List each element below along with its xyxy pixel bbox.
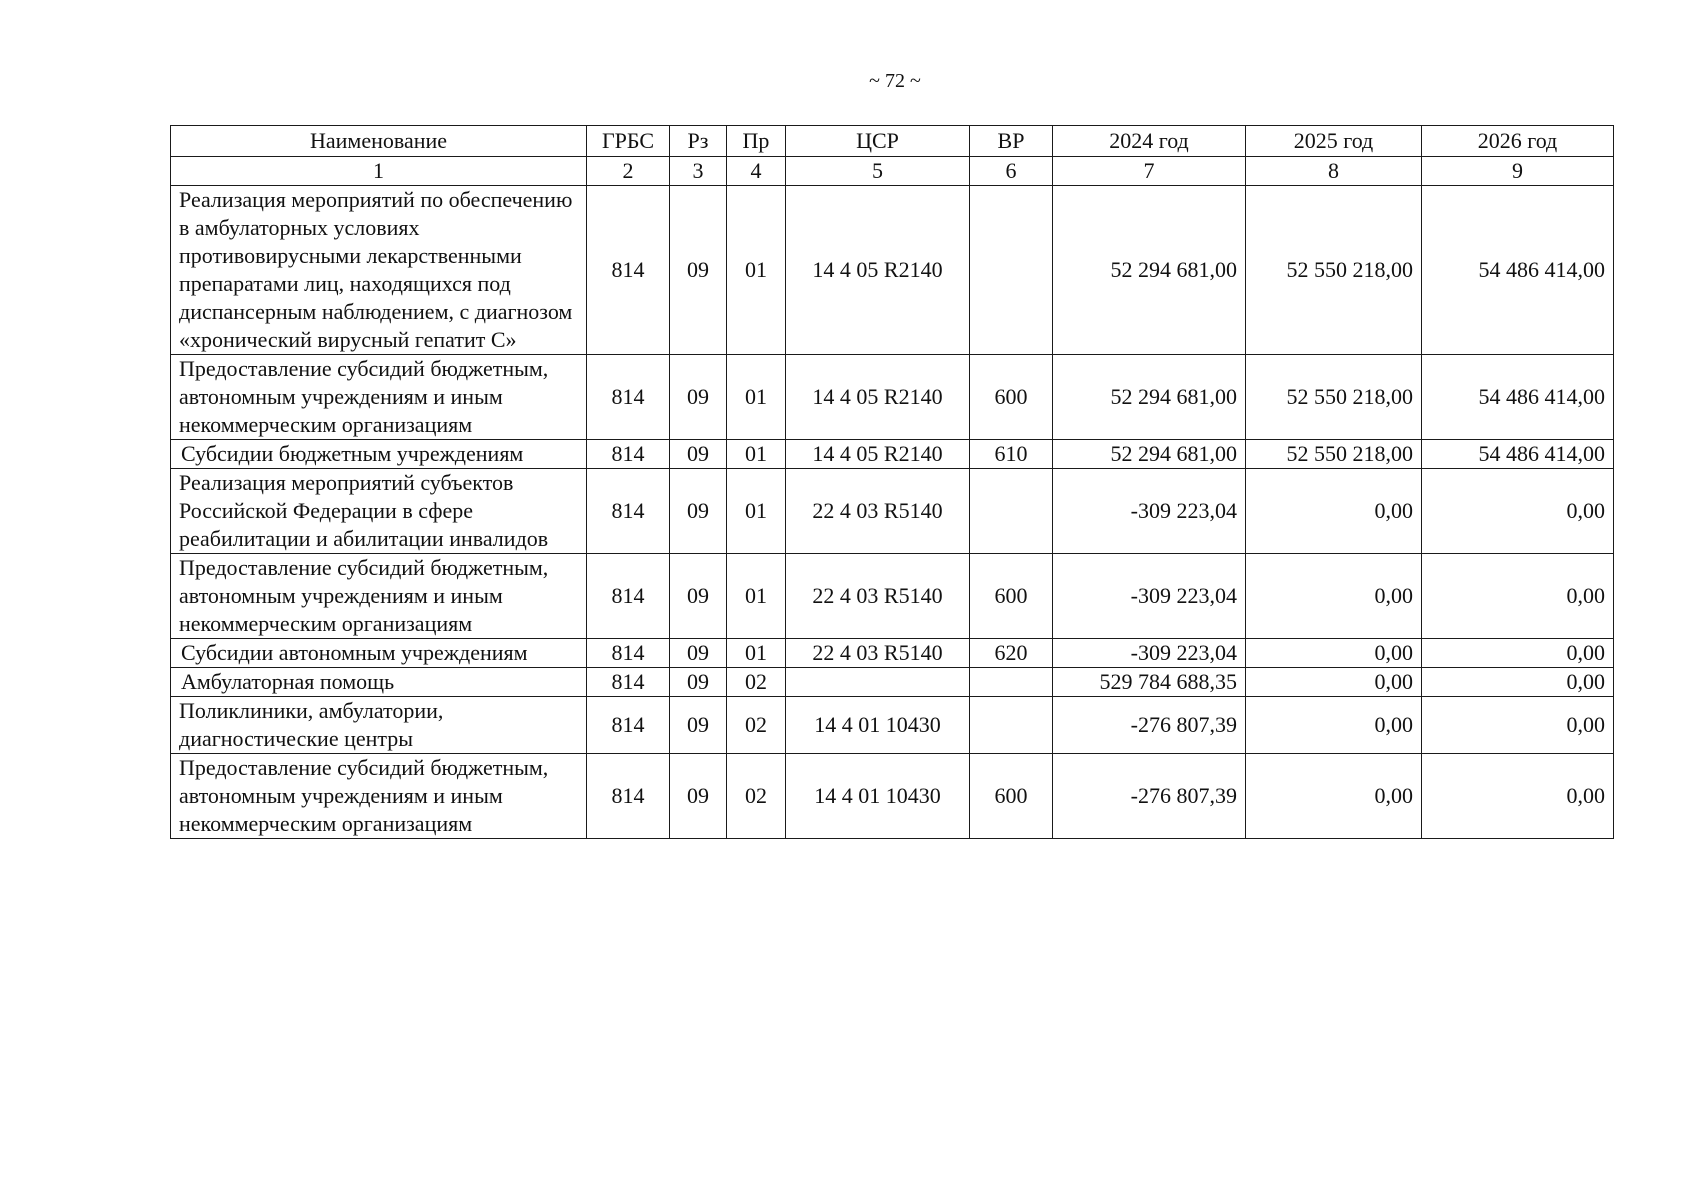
row-grbs: 814: [587, 554, 670, 639]
row-vr: 610: [970, 440, 1053, 469]
row-csr: 22 4 03 R5140: [786, 469, 970, 554]
row-rz: 09: [670, 554, 727, 639]
row-vr: 600: [970, 355, 1053, 440]
row-csr: 14 4 05 R2140: [786, 186, 970, 355]
header-2024: 2024 год: [1053, 126, 1246, 157]
row-vr: [970, 469, 1053, 554]
table-row: [171, 668, 1614, 697]
row-amount-2024: -309 223,04: [1053, 639, 1246, 668]
row-amount-2025: 52 550 218,00: [1246, 355, 1422, 440]
row-amount-2025: 52 550 218,00: [1246, 440, 1422, 469]
row-vr: 620: [970, 639, 1053, 668]
row-name: Предоставление субсидий бюджетным, автономным учреждениям и иным некоммерческим организациям: [171, 355, 587, 440]
row-name: Субсидии автономным учреждениям: [171, 639, 587, 668]
column-number: 7: [1053, 157, 1246, 186]
row-grbs: 814: [587, 668, 670, 697]
row-pr: 01: [727, 639, 786, 668]
header-2025: 2025 год: [1246, 126, 1422, 157]
row-amount-2024: 52 294 681,00: [1053, 186, 1246, 355]
row-amount-2025: 0,00: [1246, 554, 1422, 639]
row-rz: 09: [670, 440, 727, 469]
column-number: 9: [1422, 157, 1614, 186]
header-csr: ЦСР: [786, 126, 970, 157]
row-amount-2025: 0,00: [1246, 639, 1422, 668]
row-csr: 14 4 01 10430: [786, 754, 970, 839]
row-vr: [970, 697, 1053, 754]
table-row: [171, 697, 1614, 754]
row-pr: 02: [727, 697, 786, 754]
row-amount-2026: 54 486 414,00: [1422, 440, 1614, 469]
table-row: [171, 469, 1614, 554]
row-csr: 22 4 03 R5140: [786, 554, 970, 639]
column-number: 4: [727, 157, 786, 186]
row-csr: 14 4 05 R2140: [786, 440, 970, 469]
row-name: Реализация мероприятий субъектов Российской Федерации в сфере реабилитации и абилитации инвалидов: [171, 469, 587, 554]
row-amount-2024: 529 784 688,35: [1053, 668, 1246, 697]
row-grbs: 814: [587, 186, 670, 355]
row-grbs: 814: [587, 440, 670, 469]
row-pr: 01: [727, 355, 786, 440]
row-amount-2025: 52 550 218,00: [1246, 186, 1422, 355]
column-number: 5: [786, 157, 970, 186]
row-name: Поликлиники, амбулатории, диагностические центры: [171, 697, 587, 754]
table-row: [171, 186, 1614, 355]
column-number: 1: [171, 157, 587, 186]
table-row: [171, 355, 1614, 440]
header-vr: ВР: [970, 126, 1053, 157]
budget-table: [170, 125, 1614, 839]
header-name: Наименование: [171, 126, 587, 157]
row-amount-2024: -276 807,39: [1053, 754, 1246, 839]
row-amount-2024: -276 807,39: [1053, 697, 1246, 754]
row-name: Амбулаторная помощь: [171, 668, 587, 697]
column-number: 8: [1246, 157, 1422, 186]
column-number: 3: [670, 157, 727, 186]
row-pr: 01: [727, 440, 786, 469]
row-amount-2025: 0,00: [1246, 754, 1422, 839]
row-rz: 09: [670, 754, 727, 839]
row-amount-2026: 0,00: [1422, 754, 1614, 839]
row-grbs: 814: [587, 639, 670, 668]
row-grbs: 814: [587, 469, 670, 554]
row-amount-2026: 0,00: [1422, 639, 1614, 668]
header-grbs: ГРБС: [587, 126, 670, 157]
row-name: Реализация мероприятий по обеспечению в амбулаторных условиях противовирусными лекарственными препаратами лиц, находящихся под диспансерным наблюдением, с диагнозом «хронический вирусный гепатит С»: [171, 186, 587, 355]
row-rz: 09: [670, 639, 727, 668]
row-rz: 09: [670, 355, 727, 440]
row-pr: 02: [727, 668, 786, 697]
row-rz: 09: [670, 469, 727, 554]
header-rz: Рз: [670, 126, 727, 157]
row-rz: 09: [670, 697, 727, 754]
row-name: Субсидии бюджетным учреждениям: [171, 440, 587, 469]
row-amount-2026: 0,00: [1422, 554, 1614, 639]
row-name: Предоставление субсидий бюджетным, автономным учреждениям и иным некоммерческим организациям: [171, 554, 587, 639]
table-row: [171, 440, 1614, 469]
row-grbs: 814: [587, 355, 670, 440]
row-amount-2026: 0,00: [1422, 668, 1614, 697]
header-2026: 2026 год: [1422, 126, 1614, 157]
row-grbs: 814: [587, 697, 670, 754]
header-row: [171, 126, 1614, 157]
column-number: 6: [970, 157, 1053, 186]
row-amount-2025: 0,00: [1246, 697, 1422, 754]
table-row: [171, 754, 1614, 839]
row-amount-2024: 52 294 681,00: [1053, 355, 1246, 440]
table-row: [171, 639, 1614, 668]
row-amount-2026: 54 486 414,00: [1422, 186, 1614, 355]
row-name: Предоставление субсидий бюджетным, автономным учреждениям и иным некоммерческим организациям: [171, 754, 587, 839]
row-csr: 22 4 03 R5140: [786, 639, 970, 668]
row-csr: [786, 668, 970, 697]
page-number: ~ 72 ~: [869, 70, 921, 92]
row-vr: 600: [970, 554, 1053, 639]
row-amount-2025: 0,00: [1246, 668, 1422, 697]
row-csr: 14 4 01 10430: [786, 697, 970, 754]
row-amount-2024: -309 223,04: [1053, 554, 1246, 639]
row-amount-2024: -309 223,04: [1053, 469, 1246, 554]
row-amount-2026: 0,00: [1422, 697, 1614, 754]
row-rz: 09: [670, 668, 727, 697]
column-number: 2: [587, 157, 670, 186]
row-pr: 02: [727, 754, 786, 839]
row-amount-2026: 0,00: [1422, 469, 1614, 554]
row-amount-2026: 54 486 414,00: [1422, 355, 1614, 440]
row-amount-2024: 52 294 681,00: [1053, 440, 1246, 469]
row-vr: [970, 668, 1053, 697]
table-row: [171, 554, 1614, 639]
row-vr: 600: [970, 754, 1053, 839]
header-pr: Пр: [727, 126, 786, 157]
row-csr: 14 4 05 R2140: [786, 355, 970, 440]
row-grbs: 814: [587, 754, 670, 839]
row-pr: 01: [727, 186, 786, 355]
row-pr: 01: [727, 554, 786, 639]
row-pr: 01: [727, 469, 786, 554]
row-vr: [970, 186, 1053, 355]
row-amount-2025: 0,00: [1246, 469, 1422, 554]
row-rz: 09: [670, 186, 727, 355]
column-number-row: [171, 157, 1614, 186]
